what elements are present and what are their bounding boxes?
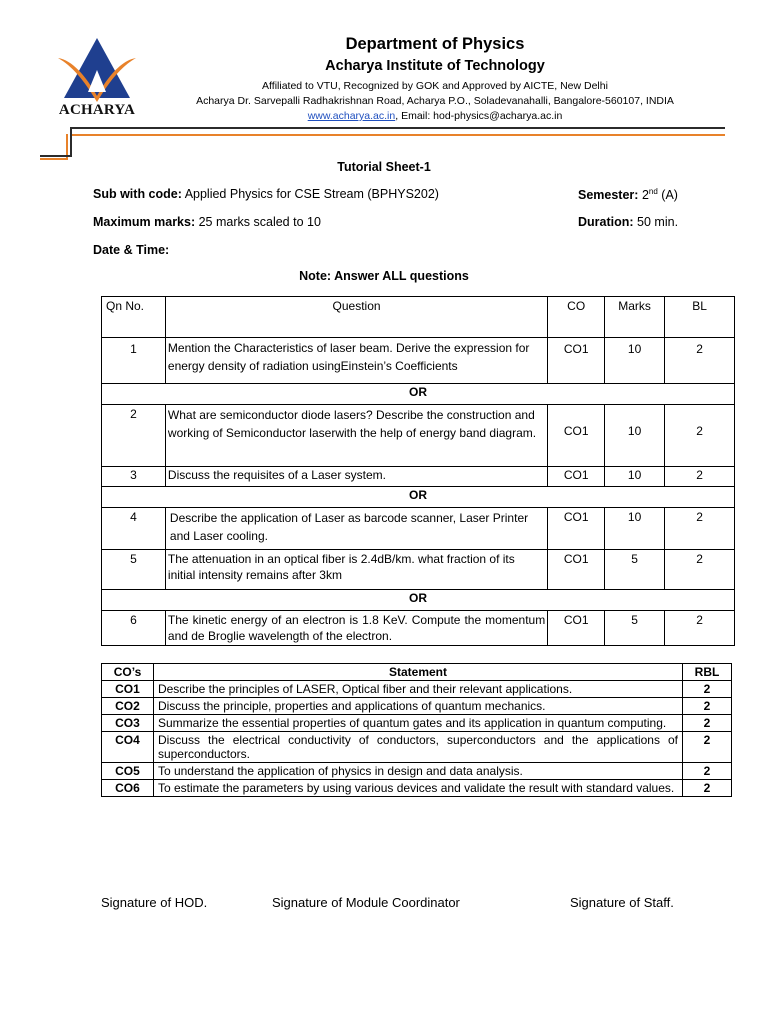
cell-question: Discuss the requisites of a Laser system.	[165, 467, 547, 487]
or-label: OR	[102, 590, 735, 611]
cell-bl: 2	[665, 611, 735, 646]
cell-rbl: 2	[683, 763, 732, 780]
cell-rbl: 2	[683, 780, 732, 797]
cell-statement: Discuss the electrical conductivity of conductors, superconductors and the applications of superconductors.	[153, 732, 682, 763]
contact-line	[140, 110, 730, 122]
cell-statement: To estimate the parameters by using various devices and validate the result with standard values.	[153, 780, 682, 797]
cell-co: CO1	[548, 611, 605, 646]
cell-bl: 2	[665, 405, 735, 467]
questions-table	[101, 296, 735, 646]
cell-marks: 5	[605, 550, 665, 590]
cell-question: Describe the application of Laser as barcode scanner, Laser Printer and Laser cooling.	[165, 508, 547, 550]
logo-mark-icon	[52, 36, 142, 102]
duration-value: 50 min.	[637, 215, 679, 229]
cell-statement: Summarize the essential properties of quantum gates and its application in quantum computing.	[153, 715, 682, 732]
logo-text: ACHARYA	[58, 102, 136, 118]
table-row	[102, 405, 735, 467]
cell-qn: 5	[102, 550, 166, 590]
semester-section: (A)	[661, 188, 678, 203]
cell-rbl: 2	[683, 732, 732, 763]
duration-label: Duration:	[578, 215, 634, 229]
table-row	[102, 550, 735, 590]
cell-rbl: 2	[683, 715, 732, 732]
cell-marks: 5	[605, 611, 665, 646]
table-row	[102, 338, 735, 384]
email-text: , Email: hod-physics@acharya.ac.in	[395, 110, 563, 122]
cell-qn: 3	[102, 467, 166, 487]
cell-marks: 10	[605, 467, 665, 487]
signature-hod: Signature of HOD.	[101, 895, 208, 910]
or-row	[102, 590, 735, 611]
cell-co-id: CO4	[102, 732, 154, 763]
cell-question: The kinetic energy of an electron is 1.8 KeV. Compute the momentum and de Broglie wavelength of the electron.	[165, 611, 547, 646]
cell-qn: 1	[102, 338, 166, 384]
header-rule-dark	[70, 127, 725, 129]
cell-co: CO1	[548, 550, 605, 590]
header-rule-orange	[70, 134, 725, 136]
duration-line	[578, 215, 678, 229]
cell-qn: 6	[102, 611, 166, 646]
acharya-logo	[52, 36, 142, 120]
date-label: Date & Time:	[93, 243, 170, 257]
table-row	[102, 698, 732, 715]
semester-value: 2	[641, 188, 649, 203]
semester-line	[578, 187, 678, 202]
or-row	[102, 384, 735, 405]
cell-co: CO1	[548, 338, 605, 384]
subject-value: Applied Physics for CSE Stream (BPHYS202)	[184, 187, 439, 201]
table-row	[102, 763, 732, 780]
marks-value: 25 marks scaled to 10	[198, 215, 321, 229]
cell-rbl: 2	[683, 681, 732, 698]
cell-statement: Describe the principles of LASER, Optical fiber and their relevant applications.	[153, 681, 682, 698]
cell-qn: 2	[102, 405, 166, 467]
semester-suffix: nd	[648, 187, 658, 196]
cell-question: What are semiconductor diode lasers? Describe the construction and working of Semiconductor laserwith the help of energy band diagram.	[165, 405, 547, 467]
cell-marks: 10	[605, 405, 665, 467]
marks-line	[93, 215, 321, 229]
table-row	[102, 508, 735, 550]
co-header-row	[102, 664, 732, 681]
header-marks: Marks	[605, 297, 665, 338]
cell-co: CO1	[548, 467, 605, 487]
cell-question: The attenuation in an optical fiber is 2.4dB/km. what fraction of its initial intensity remains after 3km	[165, 550, 547, 590]
header-statement: Statement	[153, 664, 682, 681]
table-row	[102, 681, 732, 698]
table-row	[102, 715, 732, 732]
department-title: Department of Physics	[345, 35, 525, 53]
or-label: OR	[102, 384, 735, 405]
cell-co-id: CO3	[102, 715, 154, 732]
cell-question: Mention the Characteristics of laser beam. Derive the expression for energy density of radiation usingEinstein’s Coefficients	[165, 338, 547, 384]
date-line	[93, 243, 169, 257]
subject-label: Sub with code:	[93, 187, 182, 201]
institute-name: Acharya Institute of Technology	[325, 58, 545, 74]
cell-rbl: 2	[683, 698, 732, 715]
address-line: Acharya Dr. Sarvepalli Radhakrishnan Road, Acharya P.O., Soladevanahalli, Bangalore-560107, INDIA	[196, 95, 674, 107]
cell-marks: 10	[605, 338, 665, 384]
marks-label: Maximum marks:	[93, 215, 196, 229]
cell-qn: 4	[102, 508, 166, 550]
cell-bl: 2	[665, 338, 735, 384]
header-question: Question	[165, 297, 547, 338]
signature-staff: Signature of Staff.	[570, 895, 674, 910]
cell-bl: 2	[665, 508, 735, 550]
header-rbl: RBL	[683, 664, 732, 681]
cell-bl: 2	[665, 467, 735, 487]
or-row	[102, 487, 735, 508]
or-label: OR	[102, 487, 735, 508]
course-outcomes-table	[101, 663, 732, 797]
affiliation-line: Affiliated to VTU, Recognized by GOK and Approved by AICTE, New Delhi	[262, 80, 608, 92]
cell-co: CO1	[548, 508, 605, 550]
header-bl: BL	[665, 297, 735, 338]
table-row	[102, 780, 732, 797]
cell-marks: 10	[605, 508, 665, 550]
cell-co-id: CO6	[102, 780, 154, 797]
signature-module-coordinator: Signature of Module Coordinator	[272, 895, 460, 910]
cell-co-id: CO5	[102, 763, 154, 780]
questions-header-row	[102, 297, 735, 338]
table-row	[102, 732, 732, 763]
website-link[interactable]: www.acharya.ac.in	[307, 110, 396, 122]
header-rule-left	[40, 155, 72, 157]
table-row	[102, 611, 735, 646]
header-qn: Qn No.	[102, 297, 166, 338]
subject-line	[93, 187, 439, 201]
cell-statement: To understand the application of physics in design and data analysis.	[153, 763, 682, 780]
cell-co-id: CO2	[102, 698, 154, 715]
header-co: CO	[548, 297, 605, 338]
header-rule-corner	[70, 127, 72, 155]
header-co: CO’s	[102, 664, 154, 681]
semester-label: Semester:	[578, 188, 639, 203]
cell-bl: 2	[665, 550, 735, 590]
cell-co: CO1	[548, 405, 605, 467]
cell-co-id: CO1	[102, 681, 154, 698]
note-text: Note: Answer ALL questions	[299, 269, 469, 283]
table-row	[102, 467, 735, 487]
cell-statement: Discuss the principle, properties and applications of quantum mechanics.	[153, 698, 682, 715]
sheet-title: Tutorial Sheet-1	[337, 160, 431, 174]
